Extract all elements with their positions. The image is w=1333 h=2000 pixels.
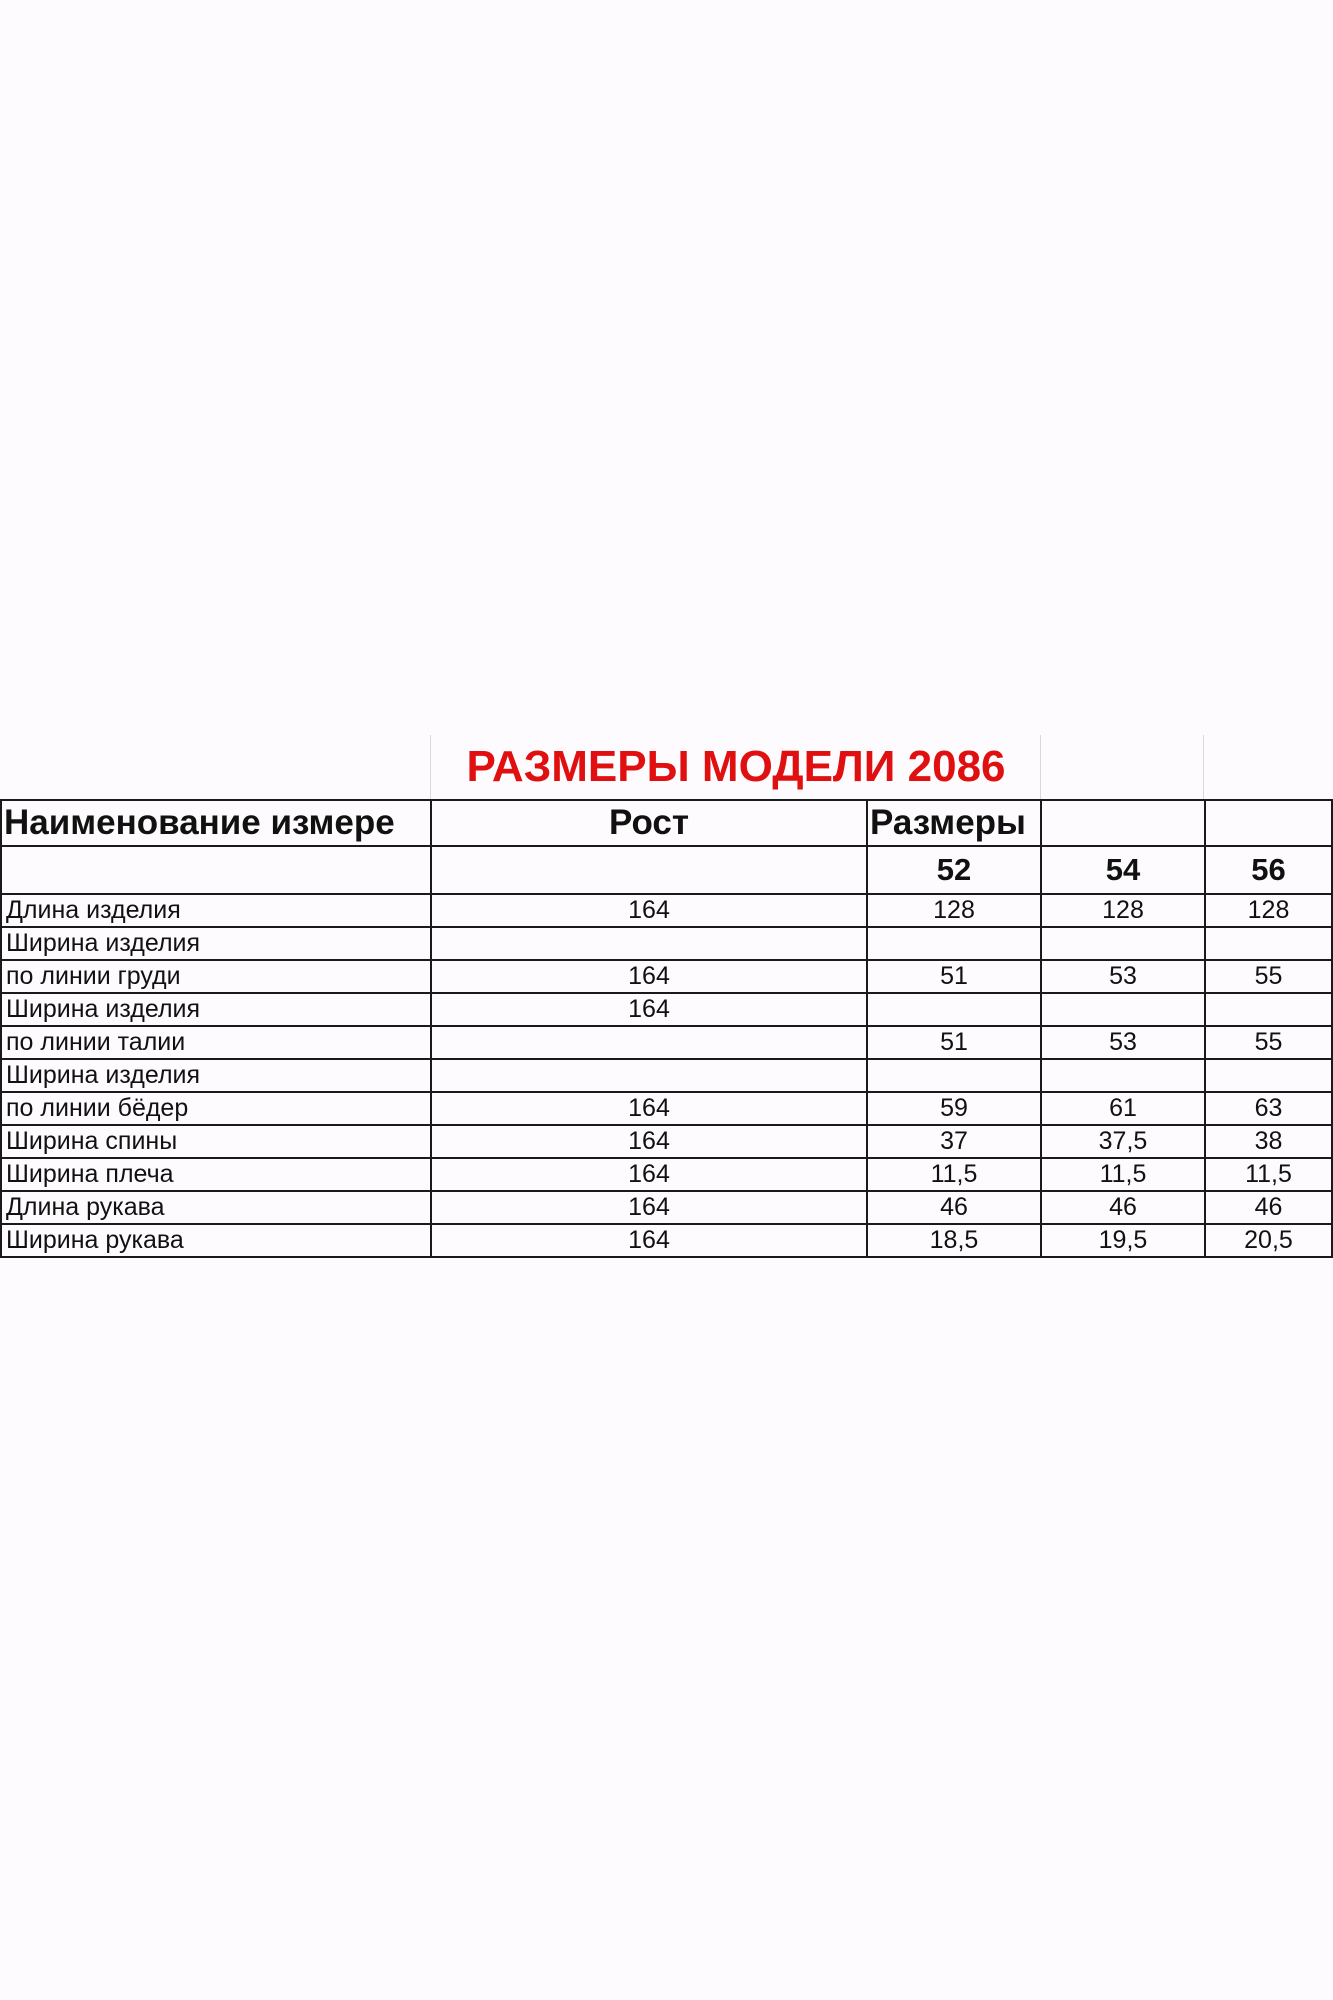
value-52: 51 [867, 960, 1041, 993]
value-54 [1041, 927, 1205, 960]
value-52 [867, 1059, 1041, 1092]
table-row [1, 894, 1332, 927]
table-row [1, 1092, 1332, 1125]
empty-cell [431, 846, 867, 894]
header-height: Рост [431, 800, 867, 846]
row-height: 164 [431, 894, 867, 927]
row-label: Ширина изделия [1, 993, 431, 1026]
table-row [1, 1191, 1332, 1224]
table-body [1, 894, 1332, 1257]
row-height [431, 927, 867, 960]
value-52 [867, 993, 1041, 1026]
value-56: 55 [1205, 1026, 1332, 1059]
table-row [1, 993, 1332, 1026]
row-height: 164 [431, 1191, 867, 1224]
row-height: 164 [431, 1092, 867, 1125]
value-54: 37,5 [1041, 1125, 1205, 1158]
value-52: 37 [867, 1125, 1041, 1158]
value-52 [867, 927, 1041, 960]
table-row [1, 1125, 1332, 1158]
table-row [1, 1026, 1332, 1059]
value-52: 51 [867, 1026, 1041, 1059]
table-row [1, 1059, 1332, 1092]
table-row [1, 927, 1332, 960]
value-56: 38 [1205, 1125, 1332, 1158]
row-label: Ширина изделия [1, 1059, 431, 1092]
size-header-row [1, 846, 1332, 894]
value-52: 11,5 [867, 1158, 1041, 1191]
value-56 [1205, 993, 1332, 1026]
table-row [1, 1158, 1332, 1191]
value-54: 128 [1041, 894, 1205, 927]
value-54: 11,5 [1041, 1158, 1205, 1191]
gridline [1203, 735, 1204, 799]
value-56 [1205, 1059, 1332, 1092]
row-height [431, 1059, 867, 1092]
value-54: 61 [1041, 1092, 1205, 1125]
size-table [0, 799, 1333, 1258]
size-56-header: 56 [1205, 846, 1332, 894]
value-54 [1041, 1059, 1205, 1092]
value-54: 46 [1041, 1191, 1205, 1224]
header-row [1, 800, 1332, 846]
row-label: по линии бёдер [1, 1092, 431, 1125]
value-54 [1041, 993, 1205, 1026]
row-label: Длина рукава [1, 1191, 431, 1224]
value-54: 53 [1041, 960, 1205, 993]
value-56: 63 [1205, 1092, 1332, 1125]
value-52: 18,5 [867, 1224, 1041, 1257]
row-height: 164 [431, 960, 867, 993]
value-52: 128 [867, 894, 1041, 927]
row-label: по линии талии [1, 1026, 431, 1059]
table-row [1, 1224, 1332, 1257]
table-title: РАЗМЕРЫ МОДЕЛИ 2086 [466, 742, 1006, 791]
value-56 [1205, 927, 1332, 960]
empty-cell [1041, 800, 1205, 846]
value-52: 46 [867, 1191, 1041, 1224]
row-height: 164 [431, 1125, 867, 1158]
row-label: Ширина изделия [1, 927, 431, 960]
value-56: 128 [1205, 894, 1332, 927]
empty-cell [1205, 800, 1332, 846]
value-56: 55 [1205, 960, 1332, 993]
row-label: Ширина рукава [1, 1224, 431, 1257]
size-52-header: 52 [867, 846, 1041, 894]
value-52: 59 [867, 1092, 1041, 1125]
row-label: по линии груди [1, 960, 431, 993]
size-54-header: 54 [1041, 846, 1205, 894]
header-sizes: Размеры [867, 800, 1041, 846]
empty-cell [1, 846, 431, 894]
value-56: 11,5 [1205, 1158, 1332, 1191]
value-54: 53 [1041, 1026, 1205, 1059]
value-56: 46 [1205, 1191, 1332, 1224]
row-height: 164 [431, 993, 867, 1026]
table-row [1, 960, 1332, 993]
row-height: 164 [431, 1158, 867, 1191]
row-label: Ширина спины [1, 1125, 431, 1158]
row-height [431, 1026, 867, 1059]
value-56: 20,5 [1205, 1224, 1332, 1257]
row-height: 164 [431, 1224, 867, 1257]
header-name: Наименование измере [1, 800, 431, 846]
value-54: 19,5 [1041, 1224, 1205, 1257]
row-label: Ширина плеча [1, 1158, 431, 1191]
row-label: Длина изделия [1, 894, 431, 927]
